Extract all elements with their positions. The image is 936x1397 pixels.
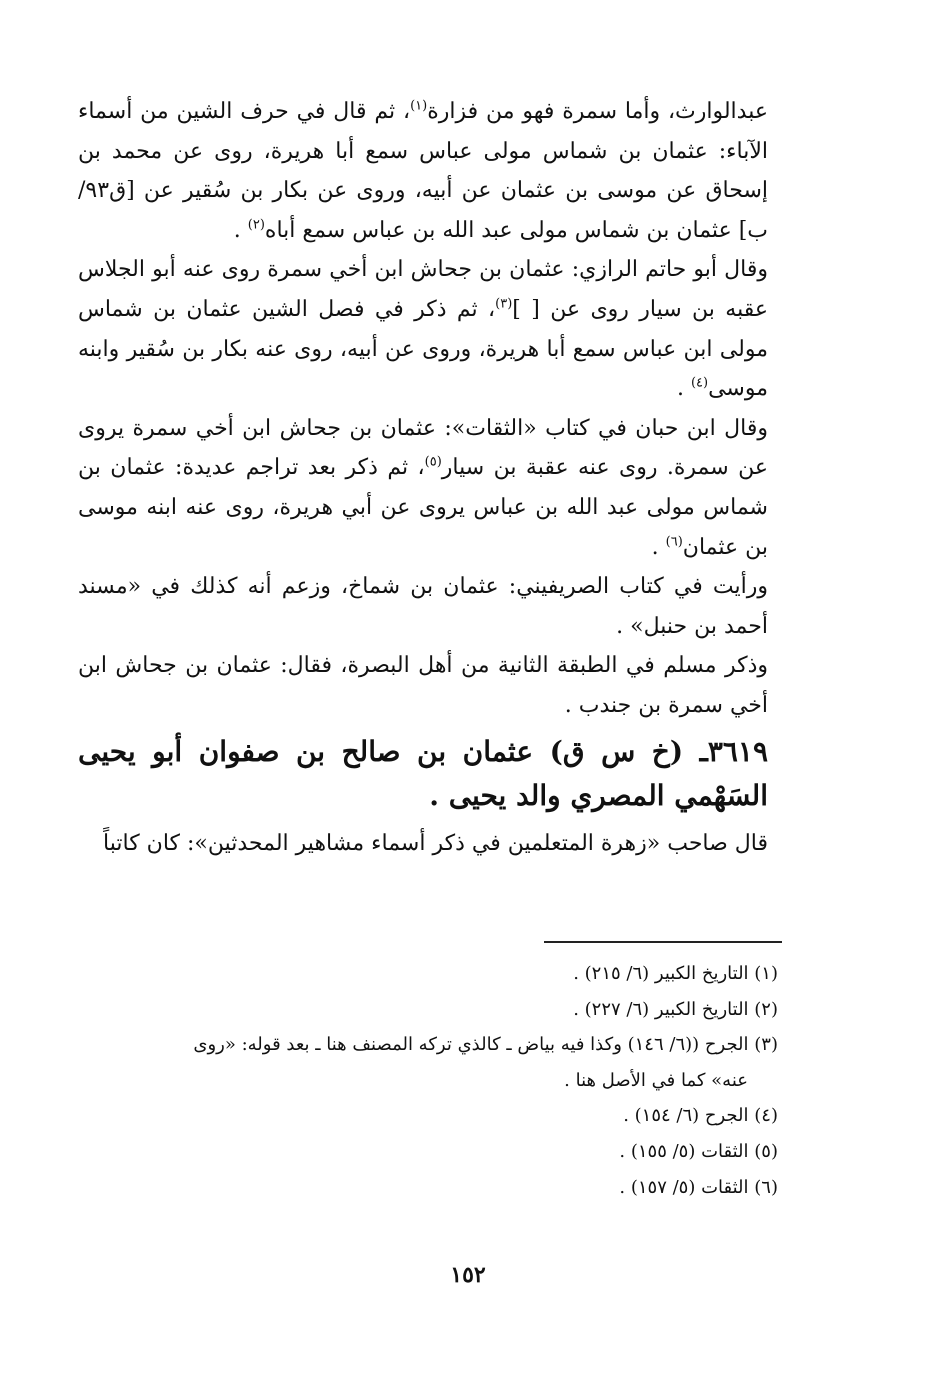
footnote-4: (٤) الجرح (٦/ ١٥٤) .	[623, 1105, 778, 1127]
footnote-1: (١) التاريخ الكبير (٦/ ٢١٥) .	[573, 963, 778, 984]
footnote-ref: (٤)	[690, 375, 709, 391]
footnote-divider	[544, 941, 782, 943]
paragraph-text: ، ثم قال في حرف الشين من أسماء الآباء: عثمان بن شماس مولى عباس سمع أبا هريرة، روى عن محمد بن إسحاق عن موسى بن عثمان عن أبيه، وروى عن بكار بن سُقير عن [ق٩٣/ب] عثمان بن شماس مولى عبد الله بن عباس سمع أباه	[78, 99, 768, 243]
entry-heading: ٣٦١٩ـ (خ س ق) عثمان بن صالح بن صفوان أبو يحيى السَهْمي المصري والد يحيى .	[78, 734, 768, 812]
page-number: ١٥٢	[450, 1262, 486, 1288]
paragraph-text: .	[233, 217, 248, 243]
footnote-2: (٢) التاريخ الكبير (٦/ ٢٢٧) .	[573, 998, 778, 1020]
paragraph-1	[78, 92, 768, 250]
footnote-ref: (١)	[410, 98, 428, 114]
footnote-6: (٦) الثقات (٥/ ١٥٧) .	[619, 1176, 778, 1198]
footnote-5: (٥) الثقات (٥/ ١٥٥) .	[619, 1140, 778, 1162]
footnote-3: (٣) الجرح ((٦/ ١٤٦) وكذا فيه بياض ـ كالذي تركه المصنف هنا ـ بعد قوله: «روى	[193, 1034, 778, 1056]
paragraph-2	[78, 250, 768, 408]
paragraph-5: وذكر مسلم في الطبقة الثانية من أهل البصرة، فقال: عثمان بن جحاش ابن أخي سمرة بن جندب .	[78, 653, 768, 718]
paragraph-text: ، ثم ذكر بعد تراجم عديدة: عثمان بن شماس مولى عبد الله بن عباس يروى عن أبي هريرة، روى عنه ابنه موسى بن عثمان	[78, 455, 768, 560]
paragraph-text: .	[676, 376, 691, 402]
paragraph-text: .	[651, 534, 666, 560]
paragraph-text: عبدالوارث، وأما سمرة فهو من فزارة	[427, 99, 768, 124]
footnotes	[78, 956, 778, 1205]
footnote-ref: (٢)	[247, 217, 265, 233]
footnote-3-continued: عنه» كما في الأصل هنا .	[564, 1069, 748, 1091]
paragraph-text: وقال أبو حاتم الرازي: عثمان بن جحاش ابن أخي سمرة روى عنه أبو الجلاس عقبه بن سيار روى عن [ ]	[78, 257, 768, 322]
main-text	[78, 92, 768, 863]
footnote-ref: (٦)	[665, 534, 683, 550]
footnote-ref: (٥)	[424, 455, 442, 471]
paragraph-6: قال صاحب «زهرة المتعلمين في ذكر أسماء مشاهير المحدثين»: كان كاتباً	[103, 830, 768, 856]
footnote-ref: (٣)	[495, 296, 513, 312]
paragraph-4: ورأيت في كتاب الصريفيني: عثمان بن شماخ، وزعم أنه كذلك في «مسند أحمد بن حنبل» .	[78, 574, 768, 639]
paragraph-text: وقال ابن حبان في كتاب «الثقات»: عثمان بن جحاش ابن أخي سمرة يروى عن سمرة. روى عنه عقبة بن سيار	[78, 415, 768, 481]
paragraph-3	[78, 409, 768, 567]
paragraph-text: ، ثم ذكر في فصل الشين عثمان بن شماس مولى ابن عباس سمع أبا هريرة، وروى عن أبيه، روى عنه بكار بن سُقير وابنه موسى	[78, 296, 768, 402]
